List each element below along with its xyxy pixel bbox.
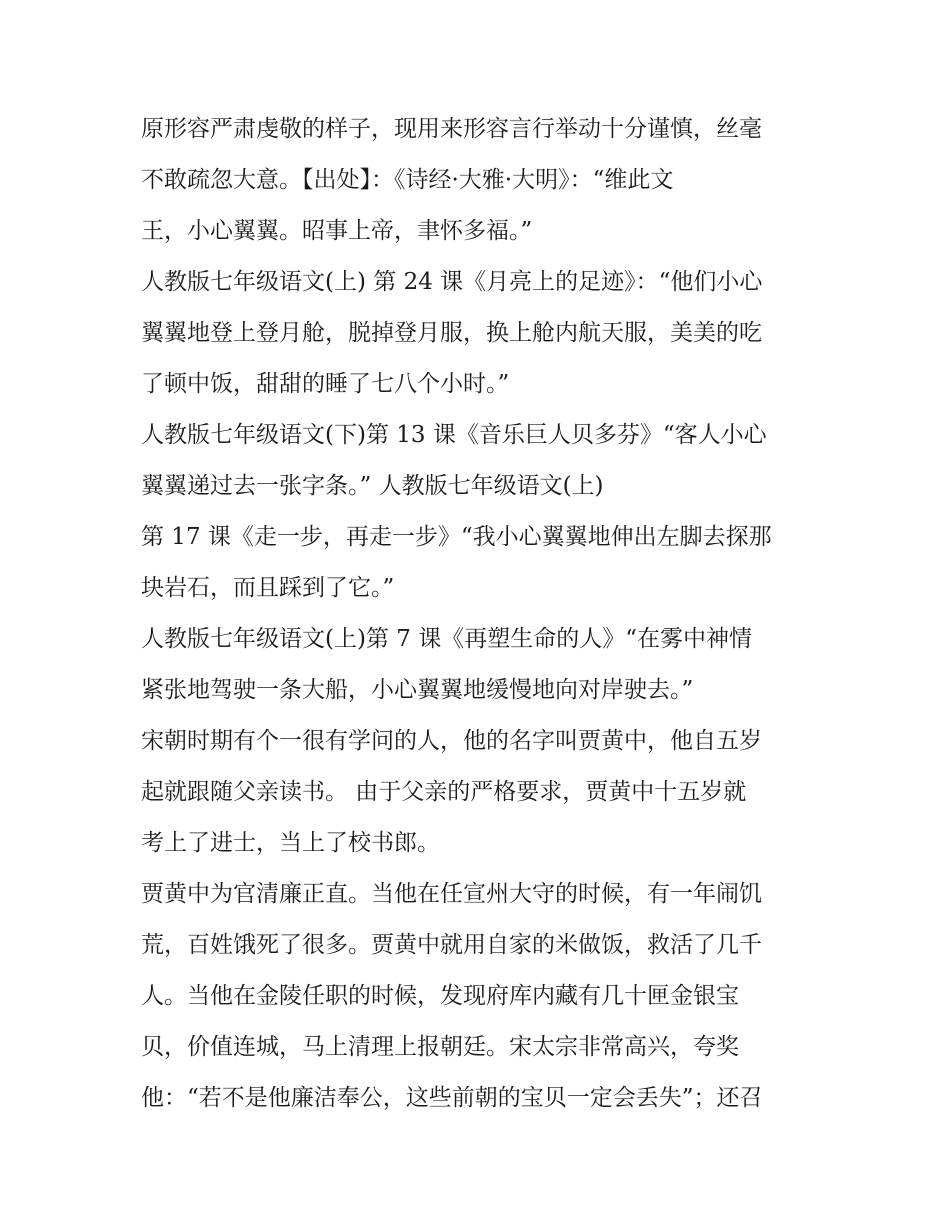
body-text	[141, 104, 821, 1124]
text-line: 原形容严肃虔敬的样子，现用来形容言行举动十分谨慎，丝毫	[141, 116, 762, 142]
text-line: 了顿中饭，甜甜的睡了七八个小时。”	[141, 371, 510, 397]
text-line: 人。当他在金陵任职的时候，发现府库内藏有几十匣金银宝	[141, 983, 739, 1009]
text-line: 人教版七年级语文(上) 第 24 课《月亮上的足迹》：“他们小心	[141, 269, 763, 295]
text-line: 人教版七年级语文(上)第 7 课《再塑生命的人》“在雾中神情	[141, 626, 752, 652]
text-line: 紧张地驾驶一条大船，小心翼翼地缓慢地向对岸驶去。”	[141, 677, 694, 703]
text-line: 考上了进士，当上了校书郎。	[141, 830, 440, 856]
text-line: 第 17 课《走一步，再走一步》“我小心翼翼地伸出左脚去探那	[141, 524, 772, 550]
text-line: 他：“若不是他廉洁奉公，这些前朝的宝贝一定会丢失”；还召	[141, 1085, 763, 1111]
text-line: 贝，价值连城，马上清理上报朝廷。宋太宗非常高兴，夸奖	[141, 1034, 739, 1060]
text-line: 荒，百姓饿死了很多。贾黄中就用自家的米做饭，救活了几千	[141, 932, 762, 958]
text-line: 块岩石，而且踩到了它。”	[141, 575, 395, 601]
text-line: 不敢疏忽大意。【出处】：《诗经·大雅·大明》：“维此文	[141, 167, 674, 193]
text-line: 宋朝时期有个一很有学问的人，他的名字叫贾黄中，他自五岁	[141, 728, 762, 754]
text-line: 贾黄中为官清廉正直。当他在任宣州大守的时候，有一年闹饥	[141, 881, 762, 907]
text-line: 王，小心翼翼。昭事上帝，聿怀多福。”	[141, 218, 533, 244]
text-line: 人教版七年级语文(下)第 13 课《音乐巨人贝多芬》“客人小心	[141, 422, 767, 448]
text-line: 翼翼地登上登月舱，脱掉登月服，换上舱内航天服，美美的吃	[141, 320, 762, 346]
text-line: 翼翼递过去一张字条。” 人教版七年级语文(上)	[141, 473, 604, 499]
text-line: 起就跟随父亲读书。 由于父亲的严格要求，贾黄中十五岁就	[141, 779, 747, 805]
